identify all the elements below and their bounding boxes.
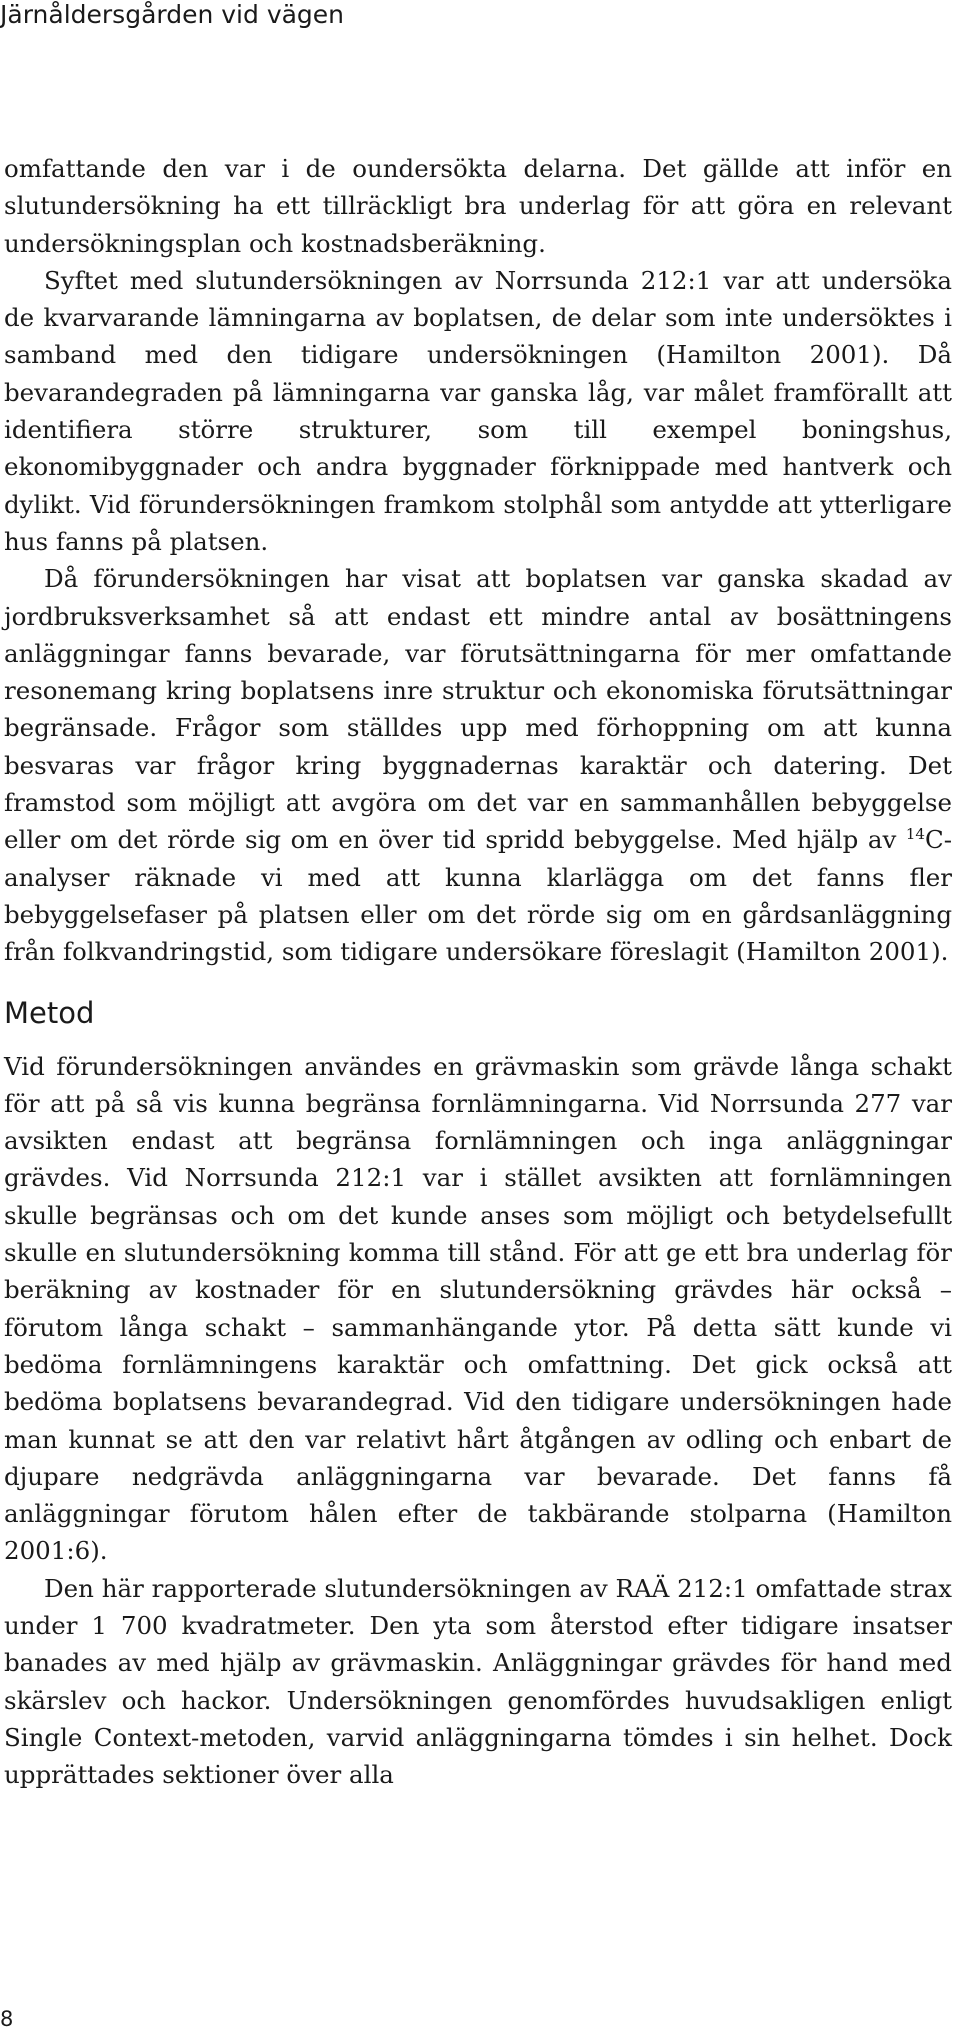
paragraph-3 (4, 560, 952, 970)
superscript-14: 14 (905, 825, 925, 844)
section-heading: Metod (4, 995, 95, 1030)
body-text (4, 150, 952, 1793)
paragraph-3-text-a: Då förundersökningen har visat att boplatsen var ganska skadad av jordbruksverksamhet så att endast ett mindre antal av bosättningens anläggningar fanns bevarade, var förutsättningarna för mer omfattande resonemang kring boplatsens inre struktur och ekonomiska förutsättningar begränsade. Frågor som ställdes upp med förhoppning om att kunna besvaras var frågor kring byggnadernas karaktär och datering. Det framstod som möjligt att avgöra om det var en sammanhållen bebyggelse eller om det rörde sig om en över tid spridd bebyggelse. Med hjälp av (4, 564, 952, 855)
paragraph-4: Vid förundersökningen användes en grävmaskin som grävde långa schakt för att på så vis kunna begränsa fornlämningarna. Vid Norrsunda 277 var avsikten endast att begränsa fornlämningen och inga anläggningar grävdes. Vid Norrsunda 212:1 var i stället avsikten att fornlämningen skulle begränsas och om det kunde anses som möjligt och betydelsefullt skulle en slutundersökning komma till stånd. För att ge ett bra underlag för beräkning av kostnader för en slutundersökning grävdes här också – förutom långa schakt – sammanhängande ytor. På detta sätt kunde vi bedöma fornlämningens karaktär och omfattning. Det gick också att bedöma boplatsens bevarandegrad. Vid den tidigare undersökningen hade man kunnat se att den var relativt hårt åtgången av odling och enbart de djupare nedgrävda anläggningarna var bevarade. Det fanns få anläggningar förutom hålen efter de takbärande stolparna (Hamilton 2001:6). (4, 1051, 952, 1566)
paragraph-3-text-b: C-analyser räknade vi med att kunna klarlägga om det fanns fler bebyggelsefaser på platsen eller om det rörde sig om en gårdsanläggning från folkvandringstid, som tidigare undersökare föreslagit (Hamilton 2001). (4, 825, 952, 967)
paragraph-2: Syftet med slutundersökningen av Norrsunda 212:1 var att undersöka de kvarvarande lämningarna av boplatsen, de delar som inte undersöktes i samband med den tidigare undersökningen (Hamilton 2001). Då bevarandegraden på lämningarna var ganska låg, var målet framförallt att identifiera större strukturer, som till exempel boningshus, ekonomibyggnader och andra byggnader förknippade med hantverk och dylikt. Vid förundersökningen framkom stolphål som antydde att ytterligare hus fanns på platsen. (4, 265, 952, 556)
paragraph-1: omfattande den var i de oundersökta delarna. Det gällde att inför en slutundersökning ha ett tillräckligt bra underlag för att göra en relevant undersökningsplan och kostnadsberäkning. (4, 154, 952, 258)
running-title: Järnåldersgården vid vägen (0, 0, 345, 29)
page-number: 8 (0, 2007, 14, 2031)
paragraph-5: Den här rapporterade slutundersökningen av RAÄ 212:1 omfattade strax under 1 700 kvadratmeter. Den yta som återstod efter tidigare insatser banades av med hjälp av grävmaskin. Anläggningar grävdes för hand med skärslev och hackor. Undersökningen genomfördes huvudsakligen enligt Single Context-metoden, varvid anläggningarna tömdes i sin helhet. Dock upprättades sektioner över alla (4, 1573, 952, 1790)
